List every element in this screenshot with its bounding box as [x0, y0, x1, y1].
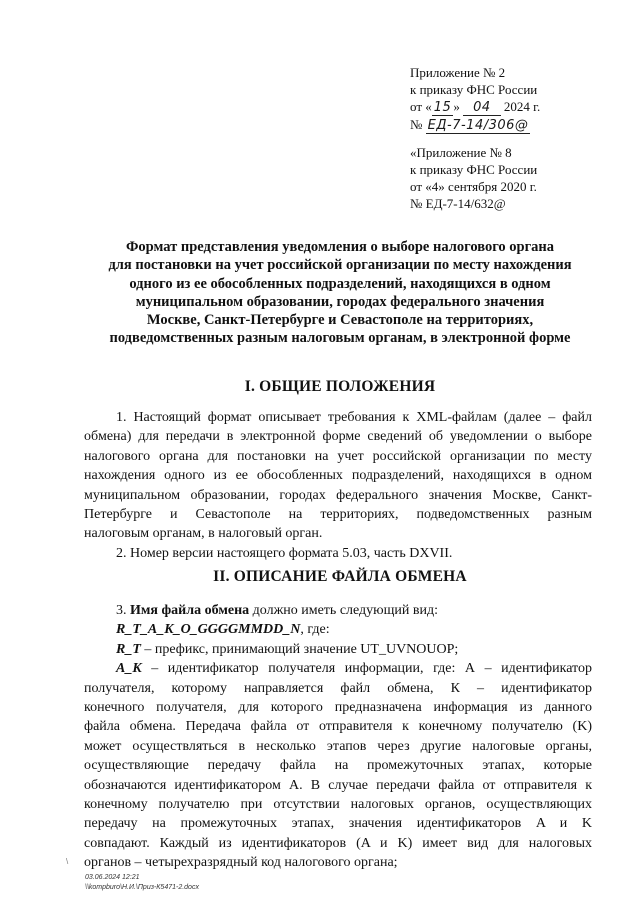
- appendix-old-block: [410, 144, 537, 212]
- paragraph-line: получателя, которому направляется файл обмена, К – идентификатор: [84, 680, 592, 696]
- file-name-pattern: R_T_A_K_O_GGGGMMDD_N: [116, 622, 301, 638]
- margin-mark: \: [66, 857, 69, 866]
- handwritten-day: 15: [433, 100, 452, 115]
- section-1-body: [84, 408, 592, 563]
- section-2-heading: II. ОПИСАНИЕ ФАЙЛА ОБМЕНА: [213, 568, 467, 585]
- paragraph-line: совпадают. Каждый из идентификаторов (A и K) имеет вид для налоговых: [84, 835, 592, 851]
- paragraph-version: 2. Номер версии настоящего формата 5.03, часть DXVII.: [116, 545, 453, 561]
- appendix-old-line2: к приказу ФНС России: [410, 162, 538, 177]
- appendix-new-date: [410, 98, 540, 116]
- title-line: муниципальном образовании, городах федерального значения: [135, 293, 545, 310]
- handwritten-number: ЕД-7-14/306@: [427, 118, 529, 133]
- paragraph-line: налогового органа для постановки на учет российской организации по месту: [84, 448, 592, 464]
- recipient-definition: [84, 659, 592, 678]
- term-file-name: Имя файла обмена: [130, 603, 250, 618]
- ak-first: – идентификатор получателя информации, где: А – идентификатор: [141, 661, 592, 677]
- paragraph-line: обмена) для передачи в электронной форме сведений об уведомлении о выборе: [84, 429, 592, 445]
- code-ak: A_K: [116, 661, 142, 677]
- rt-text: – префикс, принимающий значение UT_UVNOUOP;: [140, 641, 459, 657]
- date-prefix: от «: [410, 99, 432, 114]
- title-line: для постановки на учет российской организации по месту нахождения: [108, 257, 572, 274]
- appendix-old-line3: от «4» сентября 2020 г.: [410, 179, 537, 194]
- appendix-old-line1: «Приложение № 8: [410, 145, 512, 160]
- paragraph-line: файла обмена. Передача файла от отправителя к конечному получателю (K): [84, 719, 592, 735]
- title-line: подведомственных разным налоговым органам, в электронной форме: [109, 330, 571, 347]
- paragraph-line: конечному получателю при отсутствии налоговых органов, осуществляющих: [84, 797, 592, 813]
- document-footer: [85, 873, 199, 893]
- title-line: Формат представления уведомления о выборе налогового органа: [125, 239, 555, 255]
- pattern-suffix: , где:: [300, 622, 330, 638]
- paragraph-line: конечного получателя, для которого предназначена информация из данного: [84, 700, 592, 716]
- title-line: одного из ее обособленных подразделений, находящихся в одном: [129, 275, 551, 292]
- paragraph-line: передачу на промежуточных этапах, значения идентификаторов A и K: [84, 816, 592, 832]
- section-1-heading: I. ОБЩИЕ ПОЛОЖЕНИЯ: [244, 378, 436, 395]
- paragraph-line: нахождения одного из ее обособленных подразделений, находящихся в одном: [84, 468, 592, 484]
- footer-timestamp: 03.06.2024 12:21: [85, 874, 140, 881]
- file-name-pattern-line: [84, 620, 592, 639]
- appendix-new-number: [410, 116, 540, 134]
- file-name-intro: [84, 601, 592, 620]
- appendix-new-line1: Приложение № 2: [410, 65, 506, 80]
- handwritten-month: 04: [463, 100, 501, 116]
- appendix-new-block: [410, 64, 540, 134]
- intro-rest: должно иметь следующий вид:: [249, 603, 439, 618]
- title-line: Москве, Санкт-Петербурге и Севастополе на территориях,: [146, 312, 534, 329]
- section-2-body: [84, 601, 592, 873]
- prefix-definition: [84, 640, 592, 659]
- paragraph-line: налоговым органам, в налоговый орган.: [84, 526, 323, 542]
- paragraph-line: может осуществляться в несколько этапов через другие налоговые органы,: [84, 738, 592, 754]
- paragraph-line: 1. Настоящий формат описывает требования к XML-файлам (далее – файл: [116, 410, 592, 425]
- paragraph-line: муниципальном образовании, городах федерального значения Москве, Санкт-: [84, 487, 592, 503]
- paragraph-line: Петербурге и Севастополе на территориях, подведомственных разным: [84, 507, 592, 523]
- appendix-old-line4: № ЕД-7-14/632@: [410, 196, 506, 211]
- paragraph-line: органов – четырехразрядный код налогового органа;: [84, 855, 398, 871]
- appendix-new-line2: к приказу ФНС России: [410, 82, 538, 97]
- paragraph-line: осуществляющие передачу файла на промежуточных этапах, которые: [84, 758, 592, 774]
- date-mid: »: [453, 99, 460, 114]
- code-rt: R_T: [116, 641, 141, 657]
- document-title: [70, 238, 610, 348]
- paragraph-line: обозначаются идентификатором A. В случае передачи файла от отправителя к: [84, 777, 592, 793]
- date-year: 2024 г.: [503, 99, 541, 114]
- footer-path: \\kompburo\Н.И.\Приз-К5471-2.docx: [85, 884, 199, 891]
- item-number: 3.: [116, 603, 130, 618]
- number-prefix: №: [410, 117, 423, 132]
